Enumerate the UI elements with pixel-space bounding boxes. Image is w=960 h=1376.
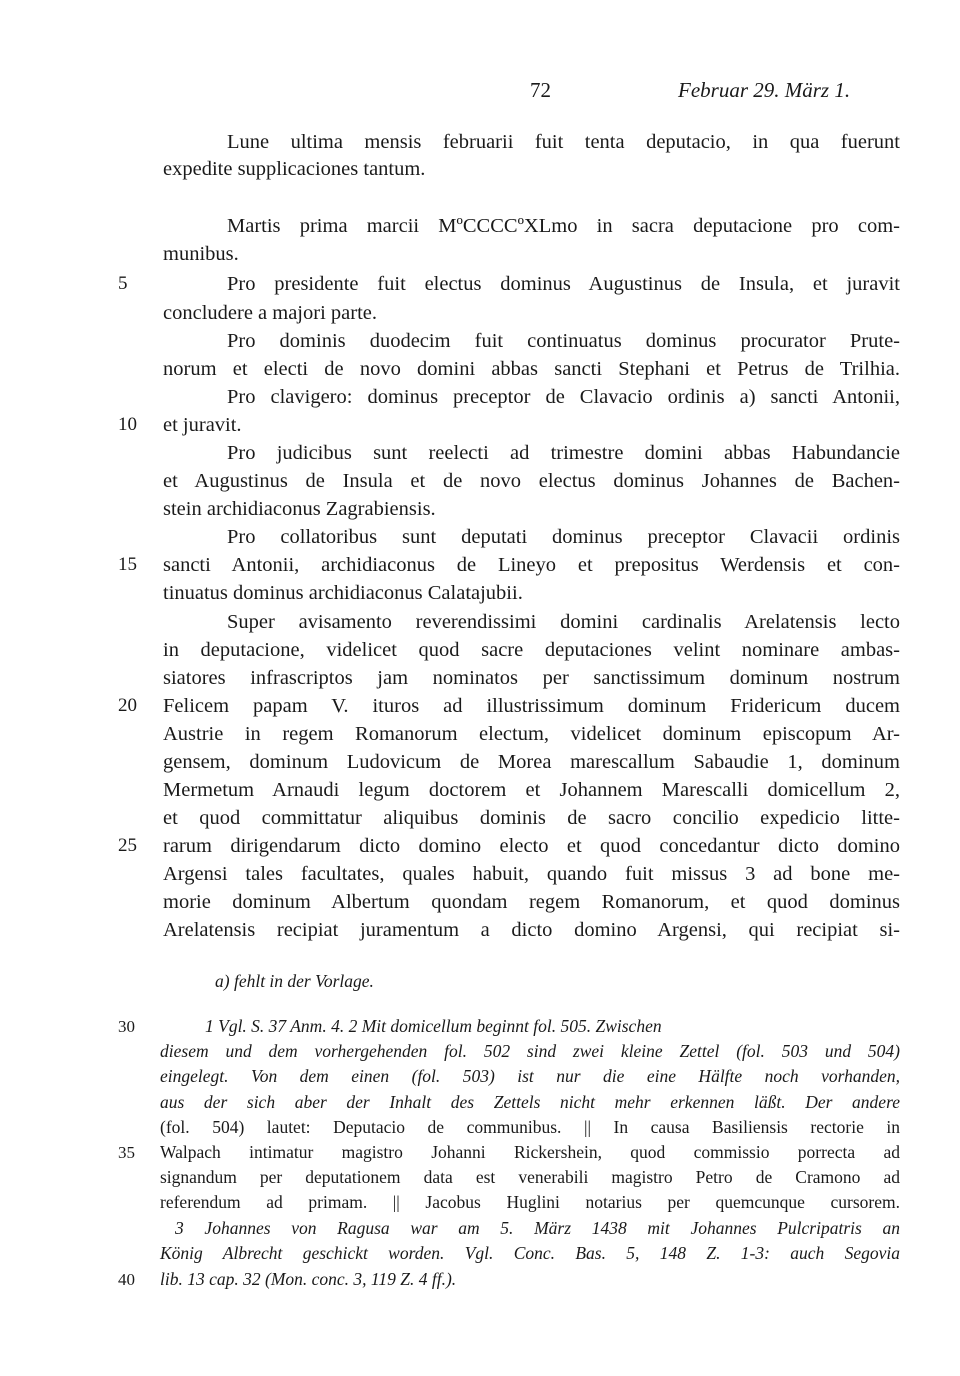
text-line: sancti Antonii, archidiaconus de Lineyo et prepositus Werdensis et con-	[163, 554, 900, 576]
text-line: Pro clavigero: dominus preceptor de Clavacio ordinis a) sancti Antonii,	[227, 386, 900, 408]
text-line: rarum dirigendarum dicto domino electo et quod concedantur dicto domino	[163, 835, 900, 857]
text-line: tinuatus dominus archidiaconus Calatajubii.	[163, 582, 523, 604]
text-line: Pro collatoribus sunt deputati dominus preceptor Clavacii ordinis	[227, 526, 900, 548]
page-header	[0, 78, 960, 106]
text-line: in deputacione, videlicet quod sacre deputaciones velint nominare ambas-	[163, 639, 900, 661]
footnote-line: König Albrecht geschickt worden. Vgl. Conc. Bas. 5, 148 Z. 1-3: auch Segovia	[160, 1243, 900, 1263]
text-line: Pro dominis duodecim fuit continuatus dominus procurator Prute-	[227, 330, 900, 352]
footnote-line: diesem und dem vorhergehenden fol. 502 sind zwei kleine Zettel (fol. 503 und 504)	[160, 1041, 900, 1061]
text-line: munibus.	[163, 243, 239, 265]
text-line: Pro judicibus sunt reelecti ad trimestre domini abbas Habundancie	[227, 442, 900, 464]
text-line: Austrie in regem Romanorum electum, videlicet dominum episcopum Ar-	[163, 723, 900, 745]
text-line: Arelatensis recipiat juramentum a dicto domino Argensi, qui recipiat si-	[163, 919, 900, 941]
text-line: et Augustinus de Insula et de novo electus dominus Johannes de Bachen-	[163, 470, 900, 492]
text-line: morie dominum Albertum quondam regem Romanorum, et quod dominus	[163, 891, 900, 913]
text-line: Pro presidente fuit electus dominus Augustinus de Insula, et juravit	[227, 273, 900, 295]
page-number: 72	[530, 78, 551, 102]
footnote-line: 3 Johannes von Ragusa war am 5. März 1438 mit Johannes Pulcripatris an	[175, 1218, 900, 1238]
line-number: 35	[118, 1143, 135, 1162]
text-line: et quod committatur aliquibus dominis de sacro concilio expedicio litte-	[163, 807, 900, 829]
text-line: Lune ultima mensis februarii fuit tenta deputacio, in qua fuerunt	[227, 131, 900, 153]
text-line: et juravit.	[163, 414, 242, 436]
footnote-line: lib. 13 cap. 32 (Mon. conc. 3, 119 Z. 4 ff.).	[160, 1269, 457, 1289]
line-number: 10	[118, 414, 137, 435]
text-line: Felicem papam V. ituros ad illustrissimum dominum Fridericum ducem	[163, 695, 900, 717]
text-line: Super avisamento reverendissimi domini cardinalis Arelatensis lecto	[227, 611, 900, 633]
footnote-line: referendum ad primam. || Jacobus Huglini notarius per quemcunque cursorem.	[160, 1192, 900, 1212]
footnote-line: Walpach intimatur magistro Johanni Rickershein, quod commissio porrecta ad	[160, 1142, 900, 1162]
footnote-line: 1 Vgl. S. 37 Anm. 4. 2 Mit domicellum beginnt fol. 505. Zwischen	[205, 1016, 662, 1036]
text-line: Argensi tales facultates, quales habuit, quando fuit missus 3 ad bone me-	[163, 863, 900, 885]
text-line: concludere a majori parte.	[163, 302, 377, 324]
text-line: Martis prima marcii MºCCCCºXLmo in sacra deputacione pro com-	[227, 215, 900, 237]
text-line: stein archidiaconus Zagrabiensis.	[163, 498, 436, 520]
text-line: siatores infrascriptos jam nominatos per sanctissimum dominum nostrum	[163, 667, 900, 689]
line-number: 15	[118, 554, 137, 575]
line-number: 40	[118, 1270, 135, 1289]
text-line: Mermetum Arnaudi legum doctorem et Johannem Marescalli domicellum 2,	[163, 779, 900, 801]
line-number: 25	[118, 835, 137, 856]
footnote-line: (fol. 504) lautet: Deputacio de communibus. || In causa Basiliensis rectorie in	[160, 1117, 900, 1137]
line-number: 30	[118, 1017, 135, 1036]
footnote-line: eingelegt. Von dem einen (fol. 503) ist nur die eine Hälfte noch vorhanden,	[160, 1066, 900, 1086]
text-line: expedite supplicaciones tantum.	[163, 158, 426, 180]
running-title: Februar 29. März 1.	[678, 78, 851, 102]
footnote-line: a) fehlt in der Vorlage.	[215, 971, 374, 991]
line-number: 20	[118, 695, 137, 716]
text-line: norum et electi de novo domini abbas sancti Stephani et Petrus de Trilhia.	[163, 358, 900, 380]
text-line: gensem, dominum Ludovicum de Morea marescallum Sabaudie 1, dominum	[163, 751, 900, 773]
footnote-line: signandum per deputationem data est venerabili magistro Petro de Cramono ad	[160, 1167, 900, 1187]
footnote-line: aus der sich aber der Inhalt des Zettels nicht mehr erkennen läßt. Der andere	[160, 1092, 900, 1112]
line-number: 5	[118, 273, 128, 294]
